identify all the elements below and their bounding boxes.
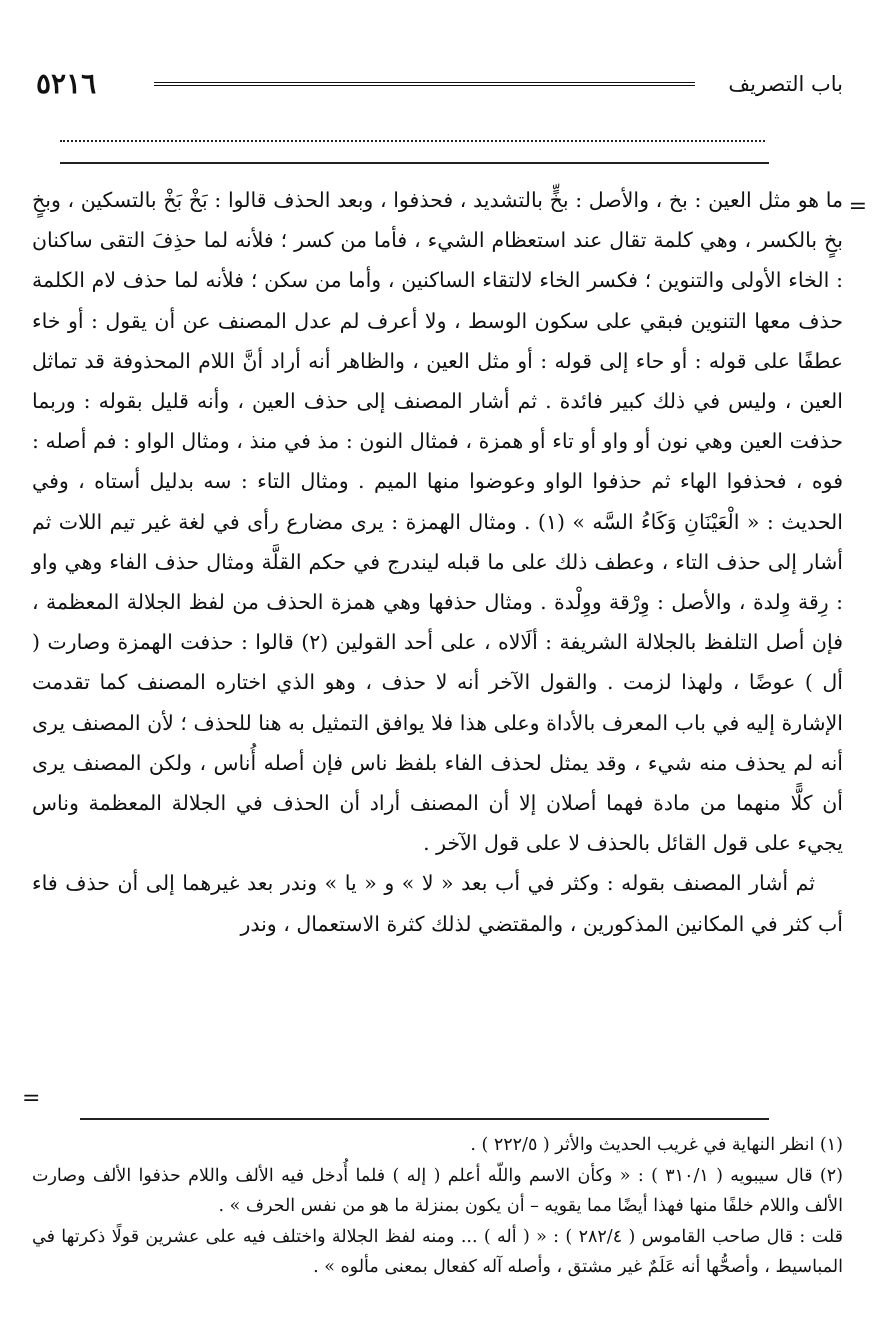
footnote-rule	[80, 1118, 769, 1120]
footnote: قلت : قال صاحب القاموس ( ٢٨٢/٤ ) : « ( أله ) ... ومنه لفظ الجلالة واختلف فيه على عشرين قولًا ذكرتها في المباسيط ، وأصحُّها أنه عَلَمٌ غير مشتق ، وأصله آله كفعال بمعنى مألوه » .	[32, 1226, 843, 1277]
chapter-title: باب التصريف	[728, 72, 843, 96]
body-paragraph: ما هو مثل العين : بخ ، والأصل : بخٍّ بالتشديد ، فحذفوا ، وبعد الحذف قالوا : بَخْ بَخْ بالتسكين ، وبخٍ بخٍ بالكسر ، وهي كلمة تقال عند استعظام الشيء ، فأما من كسر ؛ فلأنه لما حذِفَ التقى ساكنان : الخاء الأولى والتنوين ؛ فكسر الخاء لالتقاء الساكنين ، وأما من سكن ؛ فلأنه لما حذف لام الكلمة حذف معها التنوين فبقي على سكون الوسط ، ولا أعرف لم عدل المصنف عن أن يقول : أو خاء عطفًا على قوله : أو حاء إلى قوله : أو مثل العين ، والظاهر أنه أراد أنَّ اللام المحذوفة قد تماثل العين ، وليس في ذلك كبير فائدة . ثم أشار المصنف إلى حذف العين ، وأنه قليل بقوله : وربما حذفت العين وهي نون أو واو أو تاء أو همزة ، فمثال النون : مذ في منذ ، ومثال الواو : فم أصله : فوه ، فحذفوا الهاء ثم حذفوا الواو وعوضوا منها الميم . ومثال التاء : سه بدليل أستاه ، وفي الحديث : « الْعَيْنَانِ وَكَاءُ السَّه » (١) . ومثال الهمزة : يرى مضارع رأى في لغة غير تيم اللات ثم أشار إلى حذف التاء ، وعطف ذلك على ما قبله ليندرج في حكم القلَّة ومثال حذف الفاء وهي واو : رِقة وِلدة ، والأصل : وِرْقة ووِلْدة . ومثال حذفها وهي همزة الحذف من لفظ الجلالة المعظمة ، فإن أصل التلفظ بالجلالة الشريفة : ألَالاه ، على أحد القولين (٢) قالوا : حذفت الهمزة وصارت ( أل ) عوضًا ، ولهذا لزمت . والقول الآخر أنه لا حذف ، وهو الذي اختاره المصنف كما تقدمت الإشارة إليه في باب المعرف بالأداة وعلى هذا فلا يوافق التمثيل به هنا للحذف ؛ لأن المصنف يرى أنه لم يحذف منه شيء ، وقد يمثل لحذف الفاء بلفظ ناس فإن أصله أُناس ، ولكن المصنف يرى أن كلًّا منهما من مادة فهما أصلان إلا أن المصنف أراد أن الحذف في الجلالة المعظمة وناس يجيء على قول القائل بالحذف لا على قول الآخر .	[32, 188, 843, 856]
footnote: (١) انظر النهاية في غريب الحديث والأثر ( ٢٢٢/٥ ) .	[470, 1135, 843, 1155]
dotted-separator	[60, 140, 765, 142]
footnotes	[32, 1130, 843, 1283]
page-header	[34, 64, 845, 104]
top-rule	[60, 162, 769, 164]
header-double-rule	[154, 82, 695, 86]
footnote: (٢) قال سيبويه ( ٣١٠/١ ) : « وكأن الاسم واللّه أعلم ( إله ) فلما أُدخل فيه الألف واللام حذفوا الألف وصارت الألف واللام خلفًا منها فهذا أيضًا مما يقويه – أن يكون بمنزلة ما هو من نفس الحرف » .	[32, 1165, 843, 1216]
body-paragraph: ثم أشار المصنف بقوله : وكثر في أب بعد « لا » و « يا » وندر بعد غيرهما إلى أن حذف فاء أب كثر في المكانين المذكورين ، والمقتضي لذلك كثرة الاستعمال ، وندر	[32, 871, 843, 936]
continuation-mark-end: =	[22, 1086, 41, 1111]
page-number: ٥٢١٦	[36, 67, 97, 100]
continuation-mark-start: =	[848, 194, 867, 219]
main-text	[32, 180, 843, 944]
